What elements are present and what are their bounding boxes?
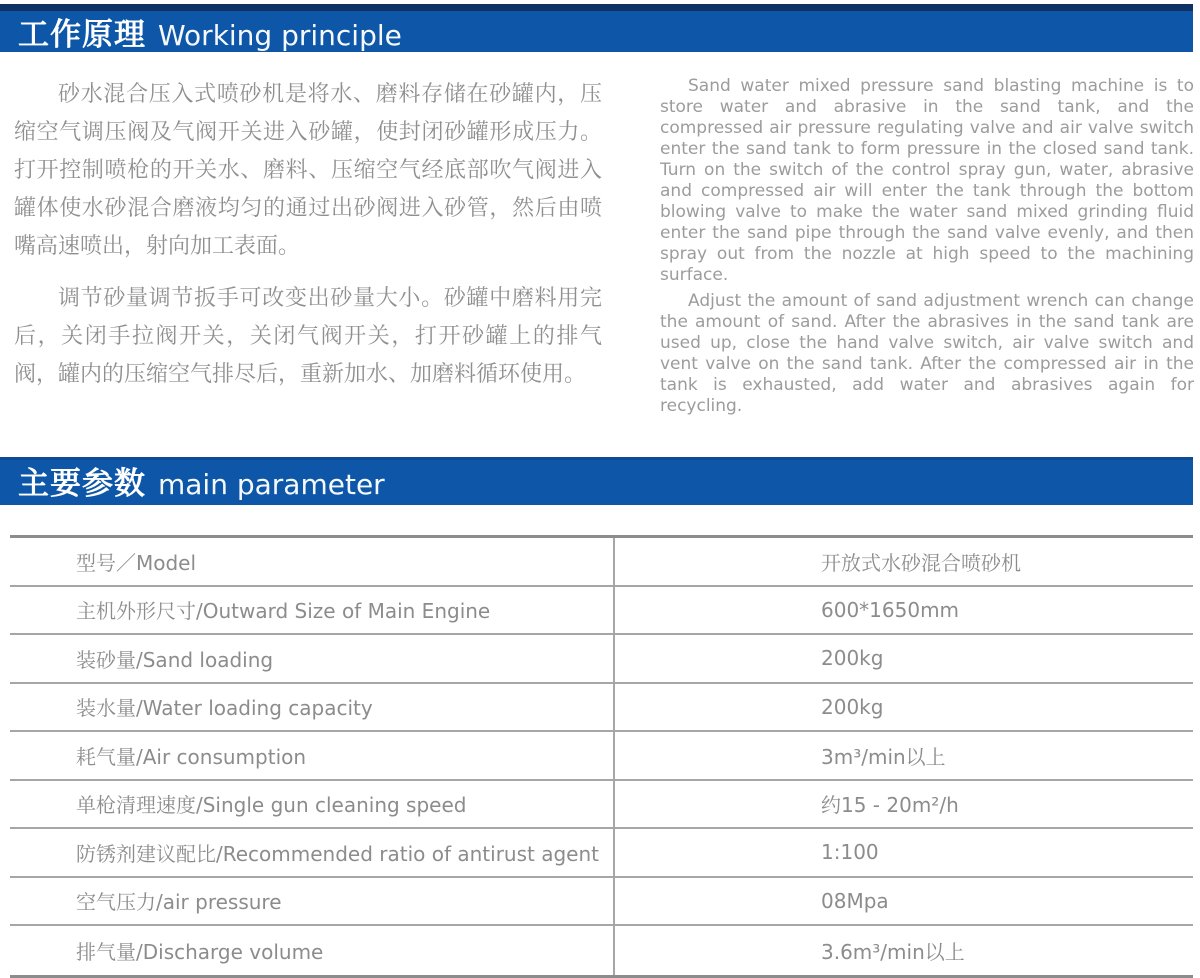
param-label: 耗气量/Air consumption [10, 732, 615, 779]
param-value: 开放式水砂混合喷砂机 [821, 550, 1021, 575]
param-value: 200kg [821, 646, 884, 671]
param-value: 3.6m³/min以上 [821, 939, 965, 964]
param-value: 600*1650mm [821, 597, 960, 622]
param-value: 约15 - 20m²/h [821, 793, 959, 818]
english-text-column [660, 76, 1194, 417]
param-label: 单枪清理速度/Single gun cleaning speed [10, 781, 615, 828]
catalog-page [0, 4, 1200, 964]
table-row-model [10, 538, 1193, 587]
param-label: 型号／Model [10, 538, 615, 585]
param-value: 1:100 [821, 840, 879, 865]
table-row-antirust-ratio [10, 829, 1193, 878]
section-header-main-parameter [0, 457, 1193, 505]
table-row-sand-loading [10, 635, 1193, 684]
en-paragraph-2: Adjust the amount of sand adjustment wrench can change the amount of sand. After the abrasives in the sand tank are used up, close the hand valve switch, air valve switch and vent valve on the sand tank. After the compressed air in the tank is exhausted, add water and abrasives again for recycling. [660, 291, 1194, 416]
section-title-en: main parameter [158, 468, 385, 501]
table-row-water-loading [10, 684, 1193, 733]
section-title-zh: 工作原理 [18, 17, 146, 53]
chinese-text-column [14, 76, 602, 417]
param-label: 主机外形尺寸/Outward Size of Main Engine [10, 587, 615, 634]
param-value: 08Mpa [821, 888, 889, 913]
working-principle-body [0, 76, 1200, 417]
param-label: 排气量/Discharge volume [10, 926, 615, 975]
table-row-air-pressure [10, 878, 1193, 927]
table-row-outward-size [10, 587, 1193, 636]
en-paragraph-1: Sand water mixed pressure sand blasting machine is to store water and abrasive in the sand tank, and the compressed air pressure regulating valve and air valve switch enter the sand tank to form pressure in the closed sand tank. Turn on the switch of the control spray gun, water, abrasive and compressed air will enter the tank through the bottom blowing valve to make the water sand mixed grinding fluid enter the sand pipe through the sand valve evenly, and then spray out from the nozzle at high speed to the machining surface. [660, 76, 1194, 285]
param-label: 装水量/Water loading capacity [10, 684, 615, 731]
param-value: 3m³/min以上 [821, 744, 946, 769]
zh-paragraph-1: 砂水混合压入式喷砂机是将水、磨料存储在砂罐内，压缩空气调压阀及气阀开关进入砂罐，使封闭砂罐形成压力。打开控制喷枪的开关水、磨料、压缩空气经底部吹气阀进入罐体使水砂混合磨液均匀的通过出砂阀进入砂管，然后由喷嘴高速喷出，射向加工表面。 [14, 82, 602, 259]
param-value: 200kg [821, 694, 884, 719]
param-label: 装砂量/Sand loading [10, 635, 615, 682]
param-label: 空气压力/air pressure [10, 878, 615, 925]
section-title-zh: 主要参数 [18, 466, 146, 502]
section-title-en: Working principle [158, 19, 402, 52]
table-row-discharge-volume [10, 926, 1193, 975]
table-row-cleaning-speed [10, 781, 1193, 830]
param-label: 防锈剂建议配比/Recommended ratio of antirust agent [10, 829, 615, 876]
section-header-working-principle [0, 4, 1193, 52]
parameter-table [10, 535, 1193, 978]
zh-paragraph-2: 调节砂量调节扳手可改变出砂量大小。砂罐中磨料用完后，关闭手拉阀开关，关闭气阀开关，打开砂罐上的排气阀，罐内的压缩空气排尽后，重新加水、加磨料循环使用。 [14, 286, 602, 387]
table-row-air-consumption [10, 732, 1193, 781]
